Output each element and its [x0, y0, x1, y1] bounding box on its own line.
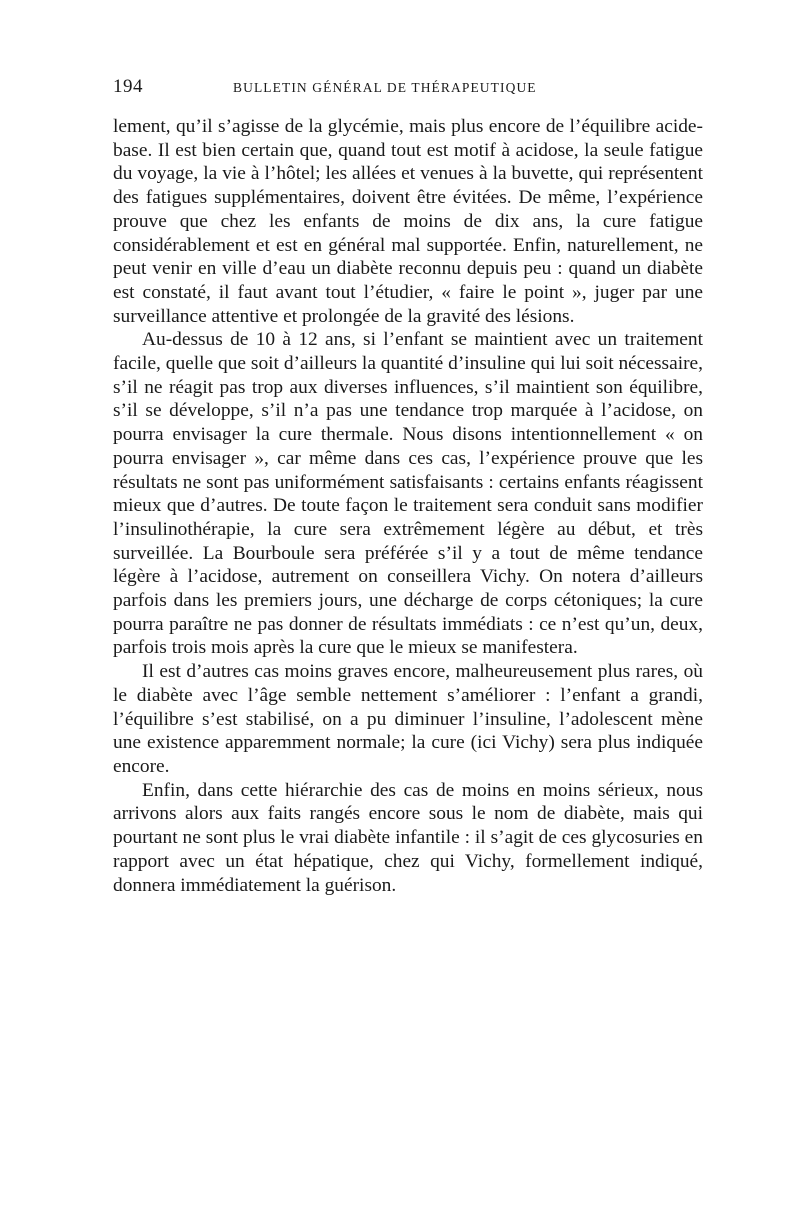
body-text: [113, 115, 703, 897]
paragraph-4: Enfin, dans cette hiérarchie des cas de moins en moins sérieux, nous arrivons alors aux faits rangés encore sous le nom de diabète, mais qui pourtant ne sont plus le vrai diabète infantile : il s’agit de ces glycosuries en rapport avec un état hépatique, chez qui Vichy, formellement indiqué, donnera immédiatement la guérison.: [113, 779, 703, 896]
running-title: BULLETIN GÉNÉRAL DE THÉRAPEUTIQUE: [233, 80, 537, 95]
page-number: 194: [113, 76, 143, 97]
paragraph-3: Il est d’autres cas moins graves encore, malheureusement plus rares, où le diabète avec l’âge semble nettement s’améliorer : l’enfant a grandi, l’équilibre s’est stabilisé, on a pu diminuer l’insuline, l’adolescent mène une existence apparemment normale; la cure (ici Vichy) sera plus indiquée encore.: [113, 661, 703, 777]
paragraph-2: Au-dessus de 10 à 12 ans, si l’enfant se maintient avec un traitement facile, quelle que soit d’ailleurs la quantité d’insuline qui lui soit nécessaire, s’il ne réagit pas trop aux diverses influences, s’il maintient son équilibre, s’il se développe, s’il n’a pas une tendance trop marquée à l’acidose, on pourra envisager la cure thermale. Nous disons intentionnellement « on pourra envisager », car même dans ces cas, l’expérience prouve que les résultats ne sont pas uniformément satisfaisants : certains enfants réagissent mieux que d’autres. De toute façon le traitement sera conduit sans modifier l’insulinothérapie, la cure sera extrêmement légère au début, et très surveillée. La Bourboule sera préférée s’il y a tout de même tendance légère à l’acidose, autrement on conseillera Vichy. On notera d’ailleurs parfois dans les premiers jours, une décharge de corps cétoniques; la cure pourra paraître ne pas donner de résultats immédiats : ce n’est qu’un, deux, parfois trois mois après la cure que le mieux se manifestera.: [113, 329, 703, 659]
paragraph-1: lement, qu’il s’agisse de la glycémie, mais plus encore de l’équilibre acide-base. Il est bien certain que, quand tout est motif à acidose, la seule fatigue du voyage, la vie à l’hôtel; les allées et venues à la buvette, qui représentent des fatigues supplémentaires, doivent être évitées. De même, l’expérience prouve que chez les enfants de moins de dix ans, la cure fatigue considérablement et est en général mal supportée. Enfin, naturellement, ne peut venir en ville d’eau un diabète reconnu depuis peu : quand un diabète est constaté, il faut avant tout l’étudier, « faire le point », juger par une surveillance attentive et prolongée de la gravité des lésions.: [113, 116, 703, 327]
running-head: [113, 76, 703, 100]
